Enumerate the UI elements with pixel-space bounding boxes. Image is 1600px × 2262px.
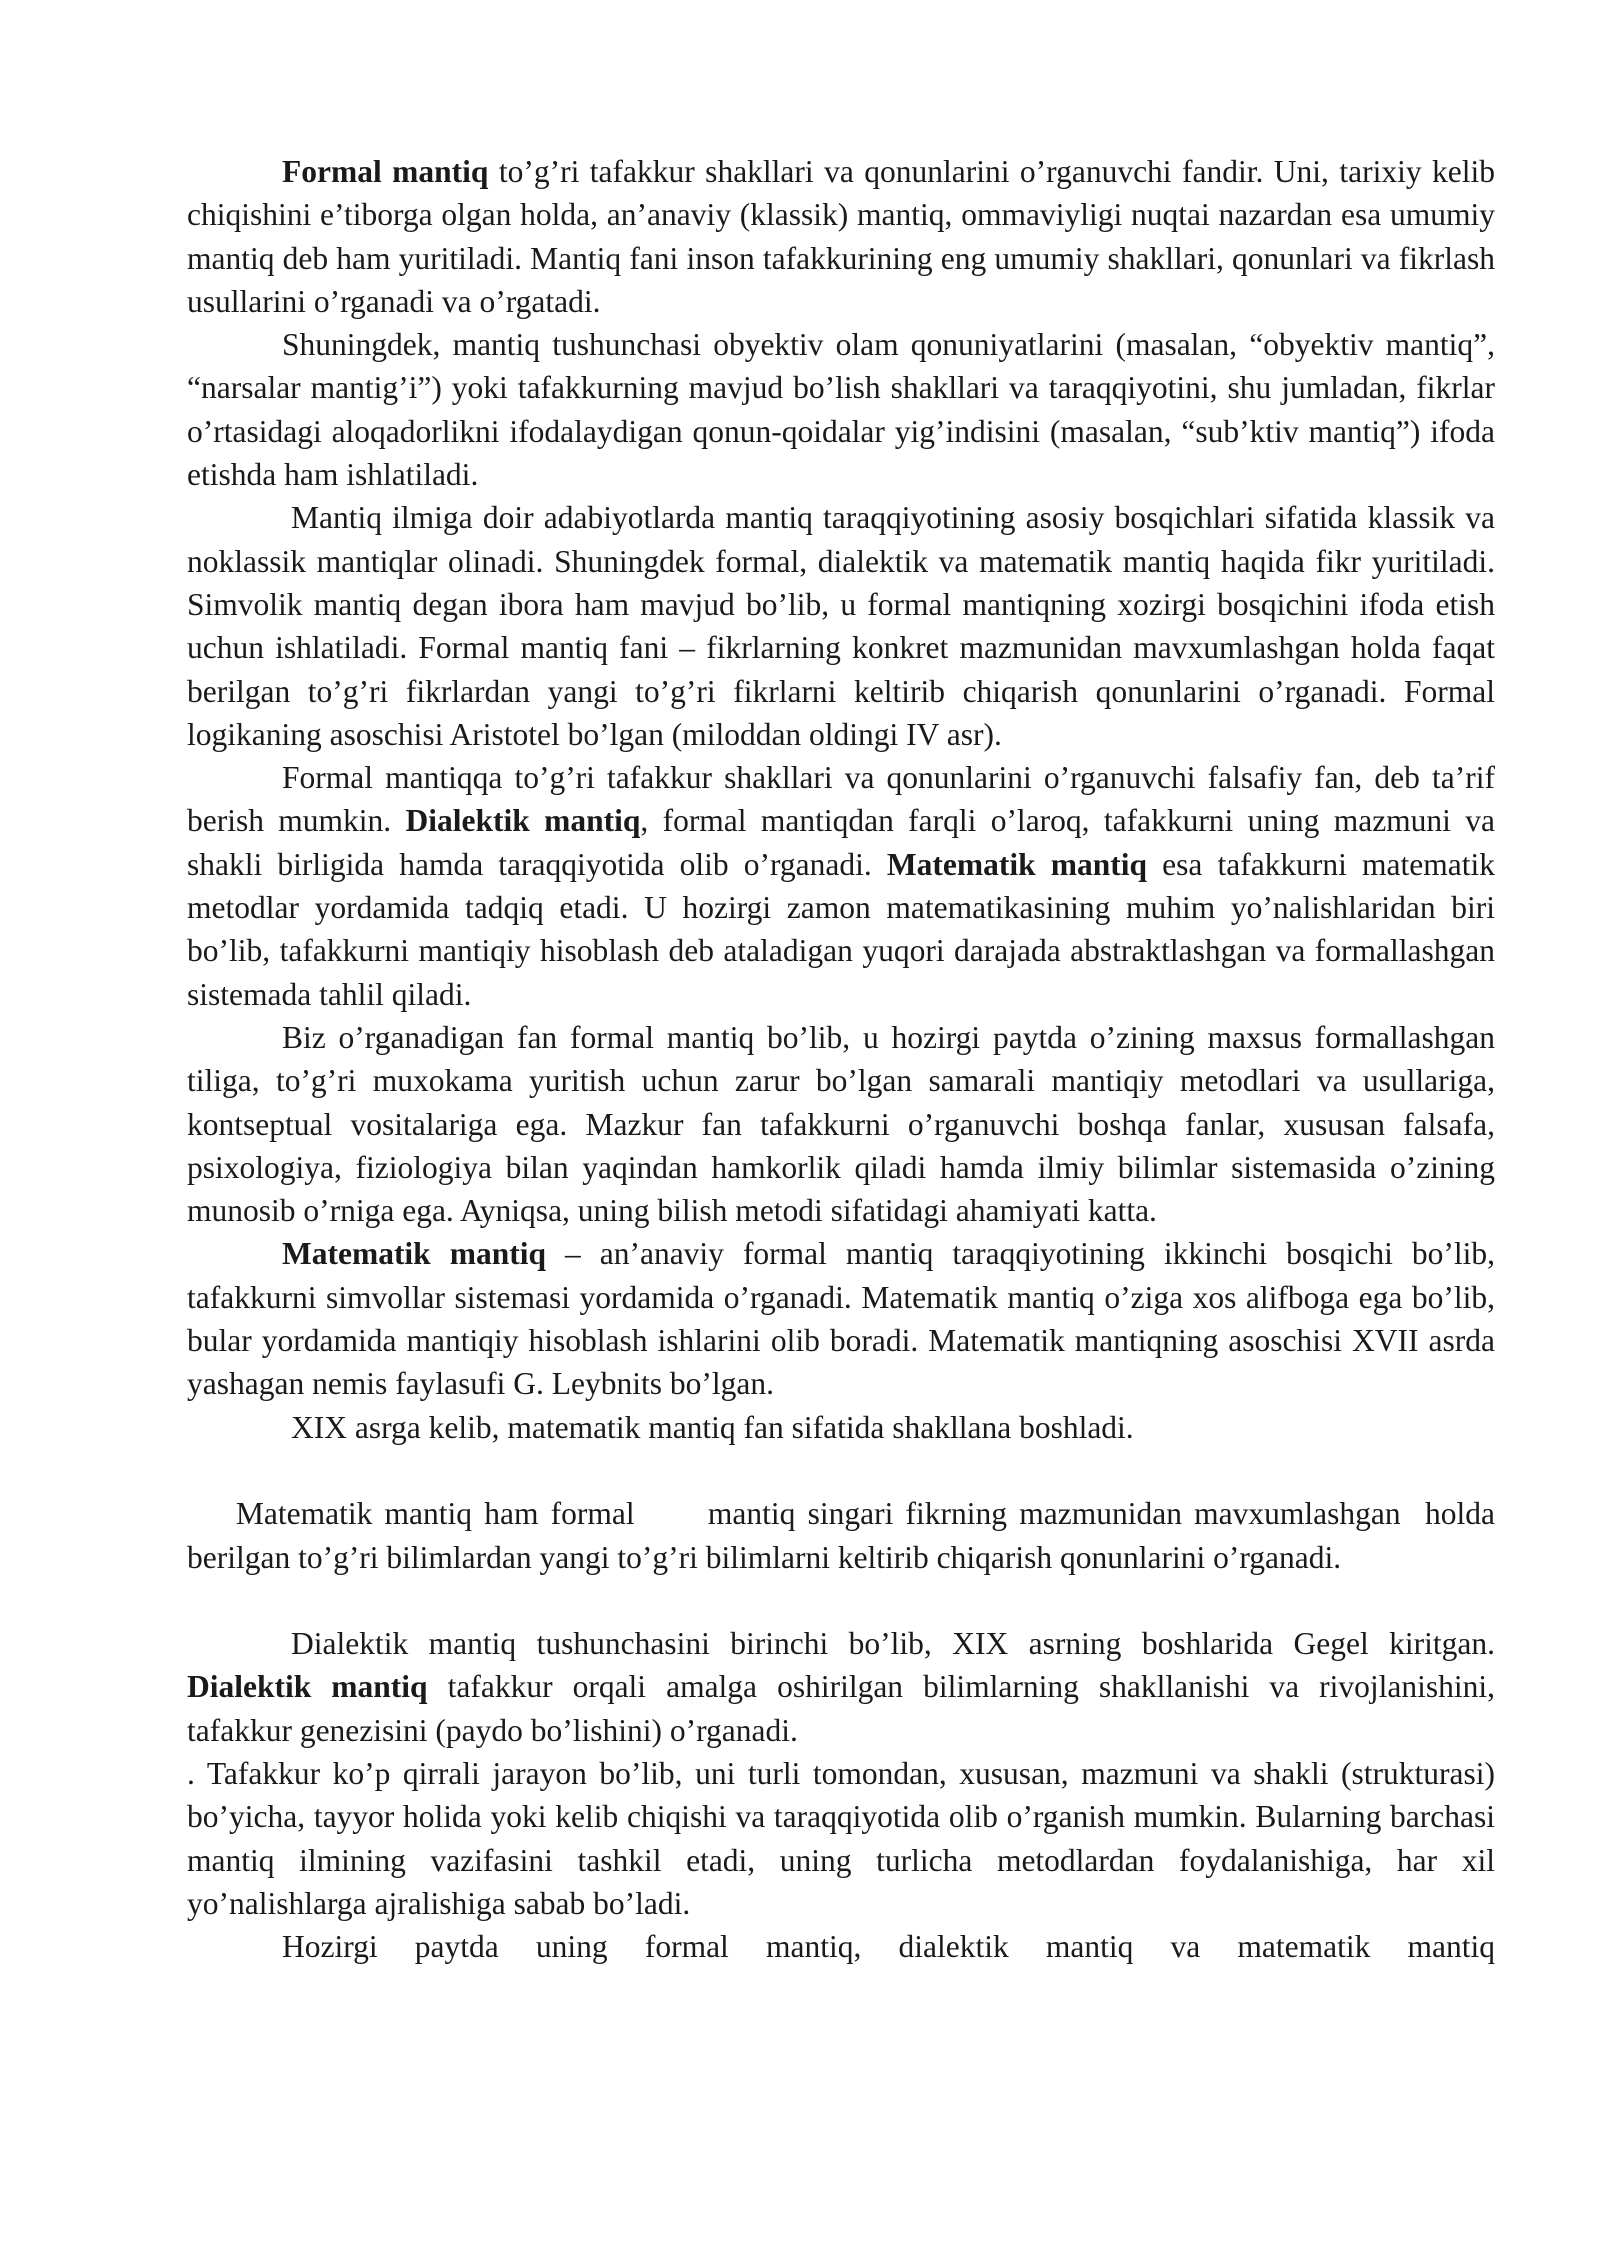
paragraph-formal-mantiqqa xyxy=(187,756,1495,1016)
term-formal-mantiq: Formal mantiq xyxy=(282,154,489,189)
paragraph-text: Mantiq ilmiga doir adabiyotlarda mantiq taraqqiyotining asosiy bosqichlari sifatida klassik va noklassik mantiqlar olinadi. Shuningdek formal, dialektik va matematik mantiq haqida fikr yuritiladi. Simvolik mantiq degan ibora ham mavjud bo’lib, u formal mantiqning xozirgi bosqichini ifoda etish uchun ishlatiladi. Formal mantiq fani – fikrlarning konkret mazmunidan mavxumlashgan holda faqat berilgan to’g’ri fikrlardan yangi to’g’ri fikrlarni keltirib chiqarish qonunlarini o’rganadi. Formal logikaning asoschisi Aristotel bo’lgan (miloddan oldingi IV asr). xyxy=(187,500,1495,752)
paragraph-matematik-mantiq xyxy=(187,1232,1495,1405)
paragraph-text: . Tafakkur ko’p qirrali jarayon bo’lib, uni turli tomondan, xususan, mazmuni va shakli (strukturasi) bo’yicha, tayyor holida yoki kelib chiqishi va taraqqiyotida olib o’rganish mumkin. Bularning barchasi mantiq ilmining vazifasini tashkil etadi, uning turlicha metodlardan foydalanishiga, har xil yo’nalishlarga ajralishiga sabab bo’ladi. xyxy=(187,1755,1495,1921)
paragraph-text: esa tafakkurni matematik metodlar yordamida tadqiq etadi. U hozirgi zamon matematikasining muhim yo’nalishlaridan biri bo’lib, tafakkurni mantiqiy hisoblash deb ataladigan yuqori darajada abstraktlashgan va formallashgan sistemada tahlil qiladi. xyxy=(187,846,1495,1012)
term-dialektik-mantiq: Dialektik mantiq xyxy=(405,803,641,839)
paragraph-tafakkur-kop-qirrali xyxy=(187,1752,1495,1925)
paragraph-text: tafakkur orqali amalga oshirilgan bilimlarning shakllanishi va rivojlanishini, tafakkur genezisini (paydo bo’lishini) o’rganadi. xyxy=(187,1669,1496,1748)
paragraph-text: , formal mantiqdan farqli o’laroq, tafakkurni uning mazmuni va shakli birligida hamda taraqqiyotida olib o’rganadi. xyxy=(187,803,1495,882)
paragraph-hozirgi-paytda xyxy=(187,1925,1495,1968)
paragraph-text: Hozirgi paytda uning formal mantiq, dialektik mantiq va matematik mantiq xyxy=(282,1929,1495,1965)
paragraph-biz-organadigan xyxy=(187,1016,1495,1232)
term-matematik-mantiq: Matematik mantiq xyxy=(886,846,1147,882)
paragraph-text: Shuningdek, mantiq tushunchasi obyektiv olam qonuniyatlarini (masalan, “obyektiv mantiq”, “narsalar mantig’i”) yoki tafakkurning mavjud bo’lish shakllari va taraqqiyotini, shu jumladan, fikrlar o’rtasidagi aloqadorlikni ifodalaydigan qonun-qoidalar yig’indisini (masalan, “sub’ktiv mantiq”) ifoda etishda ham ishlatiladi. xyxy=(187,327,1495,493)
paragraph-text: to’g’ri tafakkur shakllari va qonunlarini o’rganuvchi fandir. Uni, tarixiy kelib chiqishini e’tiborga olgan holda, an’anaviy (klassik) mantiq, ommaviyligi nuqtai nazardan esa umumiy mantiq deb ham yuritiladi. Mantiq fani inson tafakkurining eng umumiy shakllari, qonunlari va fikrlash usullarini o’rganadi va o’rgatadi. xyxy=(187,154,1496,319)
paragraph-dialektik-tushunchasi xyxy=(187,1622,1495,1752)
paragraph-mantiq-ilmiga xyxy=(187,496,1495,756)
paragraph-text: Biz o’rganadigan fan formal mantiq bo’lib, u hozirgi paytda o’zining maxsus formallashgan tiliga, to’g’ri muxokama yuritish uchun zarur bo’lgan samarali mantiqiy metodlari va usullariga, kontseptual vositalariga ega. Mazkur fan tafakkurni o’rganuvchi boshqa fanlar, xususan falsafa, psixologiya, fiziologiya bilan yaqindan hamkorlik qiladi hamda ilmiy bilimlar sistemasida o’zining munosib o’rniga ega. Ayniqsa, uning bilish metodi sifatidagi ahamiyati katta. xyxy=(187,1019,1495,1229)
term-matematik-mantiq: Matematik mantiq xyxy=(282,1236,546,1272)
paragraph-text: Formal mantiqqa to’g’ri tafakkur shakllari va qonunlarini o’rganuvchi falsafiy fan, deb ta’rif berish mumkin. xyxy=(187,760,1495,839)
paragraph-text: Dialektik mantiq tushunchasini birinchi bo’lib, XIX asrning boshlarida Gegel kiritgan. xyxy=(291,1626,1495,1662)
paragraph-xix-asrga xyxy=(187,1406,1495,1449)
paragraph-text: XIX asrga kelib, matematik mantiq fan sifatida shakllana boshladi. xyxy=(291,1409,1134,1445)
paragraph-formal-mantiq xyxy=(187,150,1495,323)
term-dialektik-mantiq: Dialektik mantiq xyxy=(187,1669,428,1705)
paragraph-text: Matematik mantiq ham formal mantiq singari fikrning mazmunidan mavxumlashgan holda berilgan to’g’ri bilimlardan yangi to’g’ri bilimlarni keltirib chiqarish qonunlarini o’rganadi. xyxy=(187,1496,1503,1575)
paragraph-text: – an’anaviy formal mantiq taraqqiyotining ikkinchi bosqichi bo’lib, tafakkurni simvollar sistemasi yordamida o’rganadi. Matematik mantiq o’ziga xos alifboga ega bo’lib, bular yordamida mantiqiy hisoblash ishlarini olib boradi. Matematik mantiqning asoschisi XVII asrda yashagan nemis faylasufi G. Leybnits bo’lgan. xyxy=(187,1236,1495,1402)
document-page xyxy=(187,150,1503,1968)
paragraph-matematik-ham-formal xyxy=(187,1449,1503,1622)
paragraph-shuningdek xyxy=(187,323,1495,496)
